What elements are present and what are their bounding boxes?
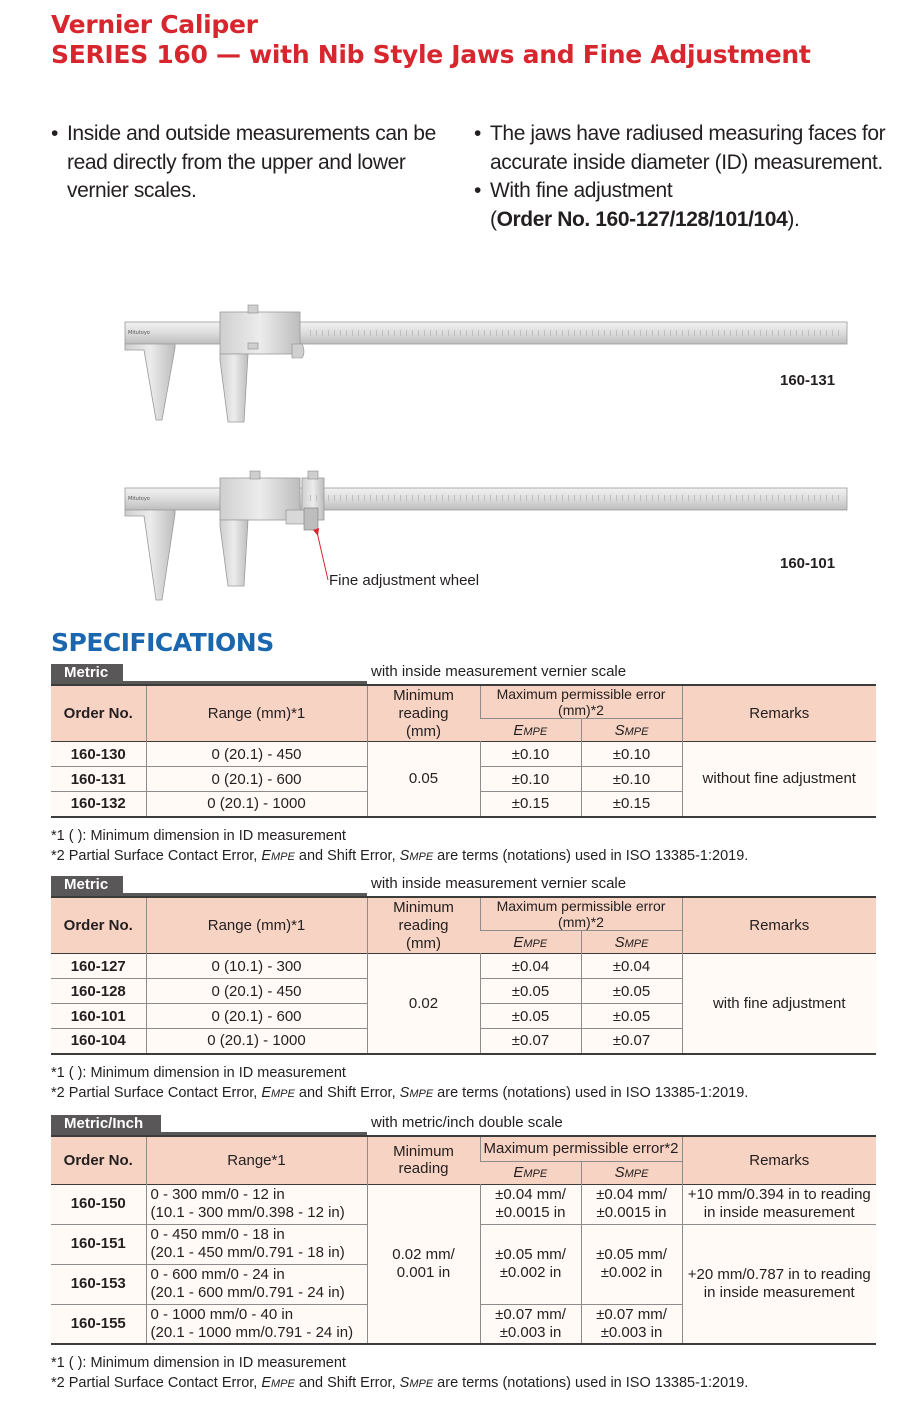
header-remarks: Remarks [682, 1136, 876, 1184]
range-value: 0 - 300 mm/0 - 12 in (10.1 - 300 mm/0.398 - 12 in) [146, 1184, 367, 1224]
table-row [51, 742, 876, 767]
order-number: 160-151 [51, 1224, 146, 1264]
tab-note: with inside measurement vernier scale [371, 663, 627, 680]
order-number: 160-132 [51, 792, 146, 817]
range-value: 0 - 1000 mm/0 - 40 in (20.1 - 1000 mm/0.791 - 24 in) [146, 1304, 367, 1344]
header-empe: EMPE [480, 931, 581, 954]
range-value: 0 - 600 mm/0 - 24 in (20.1 - 600 mm/0.791 - 24 in) [146, 1264, 367, 1304]
brand-logo: Mitutoyo [128, 330, 150, 336]
order-number: 160-131 [51, 767, 146, 792]
note-1: *1 ( ): Minimum dimension in ID measurement [51, 1064, 346, 1081]
remarks-value: +20 mm/0.787 in to reading in inside measurement [682, 1224, 876, 1344]
empe-value: ±0.05 [480, 1004, 581, 1029]
title-line-1: Vernier Caliper [51, 10, 258, 39]
tab-underline [51, 893, 367, 896]
bullets-right [474, 120, 894, 234]
tab-label-metric: Metric [51, 876, 123, 894]
title-line-2: SERIES 160 — with Nib Style Jaws and Fine Adjustment [51, 40, 811, 69]
order-number: 160-128 [51, 979, 146, 1004]
header-order-no: Order No. [63, 1151, 133, 1169]
header-smpe: SMPE [581, 931, 682, 954]
spec-table-metric-2 [51, 896, 876, 1055]
remarks-value: with fine adjustment [682, 954, 876, 1054]
empe-value: ±0.07 mm/ ±0.003 in [480, 1304, 581, 1344]
table-notes [51, 1353, 876, 1394]
header-remarks: Remarks [682, 685, 876, 742]
empe-value: ±0.04 mm/ ±0.0015 in [480, 1184, 581, 1224]
tab-header [51, 662, 876, 684]
table-row [51, 1184, 876, 1224]
range-value: 0 (20.1) - 450 [146, 979, 367, 1004]
bullet-item: • The jaws have radiused measuring faces for accurate inside diameter (ID) measurement. [474, 120, 894, 177]
table-row [51, 954, 876, 979]
spec-section-metric-inch [51, 1113, 876, 1394]
remarks-value: +10 mm/0.394 in to reading in inside measurement [682, 1184, 876, 1224]
order-number: 160-150 [70, 1195, 126, 1212]
page-title [51, 10, 811, 70]
header-range: Range (mm)*1 [146, 685, 367, 742]
note-1: *1 ( ): Minimum dimension in ID measurement [51, 1355, 346, 1371]
range-value: 0 (20.1) - 1000 [146, 792, 367, 817]
empe-value: ±0.10 [480, 742, 581, 767]
empe-value: ±0.04 [480, 954, 581, 979]
figure-label-160-101: 160-101 [780, 555, 836, 572]
header-range: Range (mm)*1 [146, 897, 367, 954]
range-value: 0 (20.1) - 600 [146, 767, 367, 792]
specifications-title: SPECIFICATIONS [51, 628, 274, 657]
min-reading-value: 0.05 [367, 742, 480, 817]
tab-label-metric-inch: Metric/Inch [51, 1115, 161, 1133]
bullet-item: • Inside and outside measurements can be read directly from the upper and lower vernier scales. [51, 120, 451, 206]
bullet-text: With fine adjustment [490, 179, 673, 202]
range-value: 0 (10.1) - 300 [146, 954, 367, 979]
tab-underline [51, 1132, 367, 1135]
bullet-order-numbers: Order No. 160-127/128/101/104 [496, 207, 788, 231]
note-2: *2 Partial Surface Contact Error, EMPE and Shift Error, SMPE are terms (notations) used in ISO 13385-1:2019. [51, 847, 749, 864]
note-2: *2 Partial Surface Contact Error, EMPE and Shift Error, SMPE are terms (notations) used in ISO 13385-1:2019. [51, 1375, 749, 1391]
note-1: *1 ( ): Minimum dimension in ID measurement [51, 827, 346, 844]
header-mpe: Maximum permissible error*2 [480, 1136, 682, 1161]
smpe-value: ±0.05 [581, 979, 682, 1004]
empe-value: ±0.10 [480, 767, 581, 792]
tab-note: with inside measurement vernier scale [371, 875, 627, 892]
order-number: 160-127 [70, 957, 126, 975]
smpe-value: ±0.05 mm/ ±0.002 in [581, 1224, 682, 1304]
range-value: 0 (20.1) - 600 [146, 1004, 367, 1029]
tab-underline [51, 681, 367, 684]
header-min-reading: Minimum reading (mm) [367, 685, 480, 742]
header-smpe: SMPE [581, 719, 682, 742]
smpe-value: ±0.04 [581, 954, 682, 979]
spec-table-metric-inch [51, 1135, 876, 1345]
table-notes [51, 826, 876, 867]
empe-value: ±0.15 [480, 792, 581, 817]
header-order-no: Order No. [63, 705, 133, 722]
smpe-value: ±0.07 [581, 1029, 682, 1054]
min-reading-value: 0.02 [367, 954, 480, 1054]
smpe-value: ±0.10 [581, 767, 682, 792]
smpe-value: ±0.15 [581, 792, 682, 817]
spec-section-metric-1 [51, 662, 876, 867]
bullets-left [51, 120, 451, 206]
header-remarks: Remarks [682, 897, 876, 954]
header-mpe: Maximum permissible error (mm)*2 [480, 897, 682, 931]
header-min-reading: Minimum reading [367, 1136, 480, 1184]
min-reading-value: 0.02 mm/ 0.001 in [367, 1184, 480, 1344]
table-notes [51, 1063, 876, 1104]
empe-value: ±0.05 mm/ ±0.002 in [480, 1224, 581, 1304]
order-number: 160-153 [51, 1264, 146, 1304]
fine-adjustment-caption: Fine adjustment wheel [329, 572, 480, 589]
range-value: 0 (20.1) - 1000 [146, 1029, 367, 1054]
header-mpe: Maximum permissible error (mm)*2 [480, 685, 682, 719]
tab-header [51, 874, 876, 896]
empe-value: ±0.07 [480, 1029, 581, 1054]
order-number: 160-155 [51, 1304, 146, 1344]
header-min-reading: Minimum reading (mm) [367, 897, 480, 954]
header-range: Range*1 [146, 1136, 367, 1184]
order-number: 160-104 [51, 1029, 146, 1054]
empe-value: ±0.05 [480, 979, 581, 1004]
spec-table-metric-1 [51, 684, 876, 818]
smpe-value: ±0.04 mm/ ±0.0015 in [581, 1184, 682, 1224]
brand-logo: Mitutoyo [128, 496, 150, 502]
smpe-value: ±0.05 [581, 1004, 682, 1029]
smpe-value: ±0.07 mm/ ±0.003 in [581, 1304, 682, 1344]
caliper-160-101-illustration [120, 470, 850, 605]
order-number: 160-101 [51, 1004, 146, 1029]
note-2: *2 Partial Surface Contact Error, EMPE and Shift Error, SMPE are terms (notations) used in ISO 13385-1:2019. [51, 1084, 749, 1101]
header-smpe: SMPE [581, 1161, 682, 1184]
bullet-item: • With fine adjustment (Order No. 160-127/128/101/104). [474, 177, 894, 234]
figure-label-160-131: 160-131 [780, 372, 836, 389]
range-value: 0 (20.1) - 450 [146, 742, 367, 767]
order-number: 160-130 [70, 745, 126, 763]
remarks-value: without fine adjustment [682, 742, 876, 817]
header-order-no: Order No. [63, 917, 133, 934]
header-empe: EMPE [480, 1161, 581, 1184]
tab-note: with metric/inch double scale [371, 1114, 563, 1131]
spec-section-metric-2 [51, 874, 876, 1104]
smpe-value: ±0.10 [581, 742, 682, 767]
header-empe: EMPE [480, 719, 581, 742]
tab-label-metric: Metric [51, 664, 123, 682]
caliper-160-131-illustration [120, 300, 850, 430]
range-value: 0 - 450 mm/0 - 18 in (20.1 - 450 mm/0.791 - 18 in) [146, 1224, 367, 1264]
tab-header [51, 1113, 876, 1135]
